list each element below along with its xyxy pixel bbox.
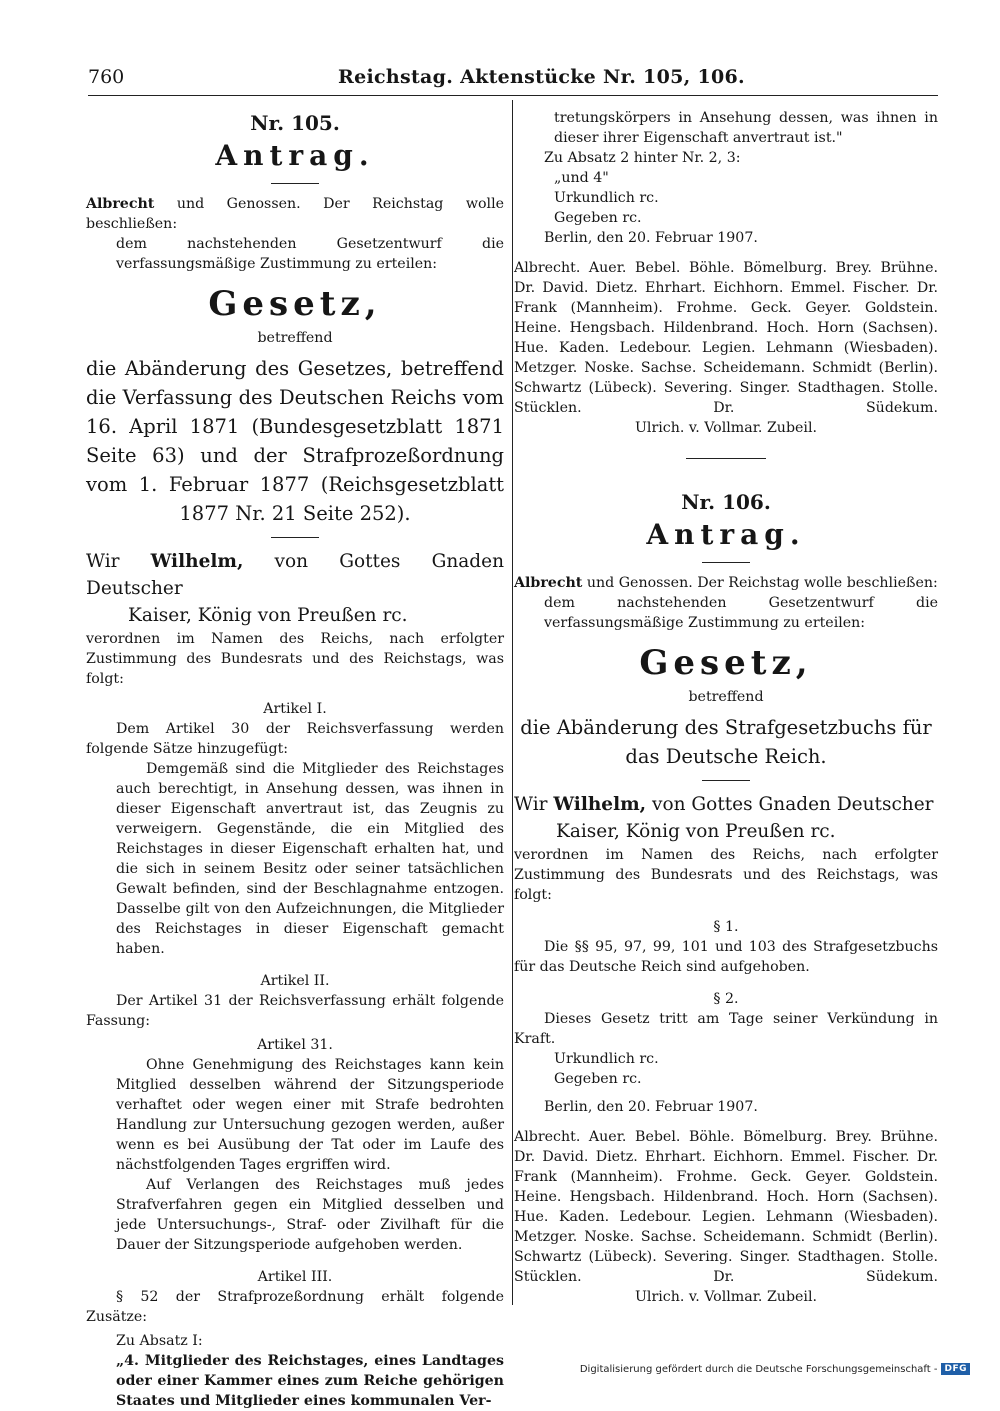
intro-text: Albrecht und Genossen. Der Reichstag wolle beschließen: [86,196,505,232]
urkundlich: Urkundlich rc. [554,190,659,206]
zu-absatz: Zu Absatz 2 hinter Nr. 2, 3: [544,150,741,166]
gesetz-heading: Gesetz, [208,284,382,324]
running-head: Reichstag. Aktenstücke Nr. 105, 106. [338,66,745,88]
article-heading: Artikel I. [263,701,327,717]
proposer-name: Albrecht [86,196,155,212]
continued-text: tretungskörpers in Ansehung dessen, was ihnen in dieser ihrer Eigenschaft anvertraut ist." [554,110,938,146]
article-text: Dem Artikel 30 der Reichsverfassung werden folgende Sätze hinzugefügt: [86,721,504,757]
law-title: die Abänderung des Strafgesetzbuchs für das Deutsche Reich. [520,716,932,768]
preamble-line-1: Wir Wilhelm, von Gottes Gnaden Deutscher [514,794,934,815]
signatories-last: Ulrich. v. Vollmar. Zubeil. [634,420,818,436]
preamble-line-2: Kaiser, König von Preußen rc. [556,821,836,842]
signatories: Albrecht. Auer. Bebel. Böhle. Bömelburg. Brey. Brühne. Dr. David. Dietz. Ehrhart. Eichhorn. Emmel. Fischer. Dr. Frank (Mannheim). Frohme. Geck. Geyer. Goldstein. Heine. Hengsbach. Hildenbrand. Hoch. Horn (Sachsen). Hue. Kaden. Ledebour. Legien. Lehmann (Wiesbaden). Metzger. Noske. Sachse. Scheidemann. Schmidt (Berlin). Schwartz (Lübeck). Severing. Singer. Stadthagen. Stolle. Stücklen. Dr. Südekum. [514,260,938,416]
dfg-logo: DFG [941,1363,970,1375]
gesetz-heading: Gesetz, [639,643,813,683]
divider [702,562,750,563]
page-header [88,66,938,96]
left-column [86,110,504,1411]
gegeben: Gegeben rc. [554,210,642,226]
right-column [514,108,938,1307]
article-text: Der Artikel 31 der Reichsverfassung erhält folgende Fassung: [86,993,504,1029]
document-number: Nr. 106. [681,490,771,514]
article-heading: Artikel III. [257,1269,333,1285]
paragraph-heading: § 2. [713,991,739,1007]
date-line: Berlin, den 20. Februar 1907. [544,1099,758,1115]
law-title: die Abänderung des Gesetzes, betreffend die Verfassung des Deutschen Reichs vom 16. April 1871 (Bundesgesetzblatt 1871 Seite 63) und der Strafprozeßordnung vom 1. Februar 1877 (Reichsgesetzblatt 1877 Nr. 21 Seite 252). [86,357,504,525]
footer [580,1363,970,1375]
verordnen-text: verordnen im Namen des Reichs, nach erfolgter Zustimmung des Bundesrats und des Reichstags, was folgt: [514,847,938,903]
antrag-heading: Antrag. [215,139,375,172]
header-rule [88,95,938,96]
intro-text-2: dem nachstehenden Gesetzentwurf die verfassungsmäßige Zustimmung zu erteilen: [544,595,938,631]
divider [271,537,319,538]
article-quote: Ohne Genehmigung des Reichstages kann kein Mitglied desselben während der Sitzungsperiode verhaftet oder wegen einer mit Strafe bedrohten Handlung zur Untersuchung gezogen werden, außer wenn es bei Ausübung der Tat oder im Laufe des nächstfolgenden Tages ergriffen wird. [116,1057,504,1173]
divider [702,780,750,781]
betreffend-label: betreffend [257,330,333,346]
paragraph-heading: § 1. [713,919,739,935]
article-subheading: Artikel 31. [257,1037,333,1053]
intro-text: Albrecht und Genossen. Der Reichstag wolle beschließen: [514,575,938,591]
und-4: „und 4" [554,170,609,186]
emperor-name: Wilhelm, [553,794,647,815]
signatories: Albrecht. Auer. Bebel. Böhle. Bömelburg. Brey. Brühne. Dr. David. Dietz. Ehrhart. Eichhorn. Emmel. Fischer. Dr. Frank (Mannheim). Frohme. Geck. Geyer. Goldstein. Heine. Hengsbach. Hildenbrand. Hoch. Horn (Sachsen). Hue. Kaden. Ledebour. Legien. Lehmann (Wiesbaden). Metzger. Noske. Sachse. Scheidemann. Schmidt (Berlin). Schwartz (Lübeck). Severing. Singer. Stadthagen. Stolle. Stücklen. Dr. Südekum. [514,1129,938,1285]
divider [271,183,319,184]
article-text: § 52 der Strafprozeßordnung erhält folgende Zusätze: [86,1289,504,1325]
preamble-line-1: Wir Wilhelm, von Gottes Gnaden Deutscher [86,551,504,599]
preamble-line-2: Kaiser, König von Preußen rc. [128,605,408,626]
page-number: 760 [88,66,125,88]
zu-absatz: Zu Absatz I: [116,1333,203,1349]
intro-text-2: dem nachstehenden Gesetzentwurf die verfassungsmäßige Zustimmung zu erteilen: [116,236,504,272]
date-line: Berlin, den 20. Februar 1907. [544,230,758,246]
emperor-name: Wilhelm, [150,551,244,572]
article-quote: Auf Verlangen des Reichstages muß jedes Strafverfahren gegen ein Mitglied desselben und jede Untersuchungs-, Straf- oder Zivilhaft für die Dauer der Sitzungsperiode aufgehoben werden. [116,1177,504,1253]
footer-text: Digitalisierung gefördert durch die Deutsche Forschungsgemeinschaft - [579,1363,938,1375]
article-heading: Artikel II. [260,973,330,989]
antrag-heading: Antrag. [646,518,806,551]
verordnen-text: verordnen im Namen des Reichs, nach erfolgter Zustimmung des Bundesrats und des Reichstags, was folgt: [86,631,504,687]
urkundlich: Urkundlich rc. [554,1051,659,1067]
section-divider [686,458,766,459]
proposer-name: Albrecht [514,575,583,591]
document-number: Nr. 105. [250,111,340,135]
paragraph-text: Die §§ 95, 97, 99, 101 und 103 des Strafgesetzbuchs für das Deutsche Reich sind aufgehoben. [514,939,938,975]
article-quote: Demgemäß sind die Mitglieder des Reichstages auch berechtigt, in Ansehung dessen, was ihnen in dieser Eigenschaft anvertraut ist, das Zeugnis zu verweigern. Gegenstände, die ein Mitglied des Reichstages in dieser Eigenschaft erhalten hat, und die sich in seinem Besitz oder seiner tatsächlichen Gewalt befinden, sind der Beschlagnahme entzogen. Dasselbe gilt von den Aufzeichnungen, die Mitglieder des Reichstages in dieser Eigenschaft gemacht haben. [116,761,504,957]
paragraph-text: Dieses Gesetz tritt am Tage seiner Verkündung in Kraft. [514,1011,938,1047]
signatories-last: Ulrich. v. Vollmar. Zubeil. [634,1289,818,1305]
gegeben: Gegeben rc. [554,1071,642,1087]
betreffend-label: betreffend [688,689,764,705]
item-4: „4. Mitglieder des Reichstages, eines Landtages oder einer Kammer eines zum Reiche gehörigen Staates und Mitglieder eines kommunalen Ver- [116,1353,504,1409]
column-divider [512,100,513,1305]
